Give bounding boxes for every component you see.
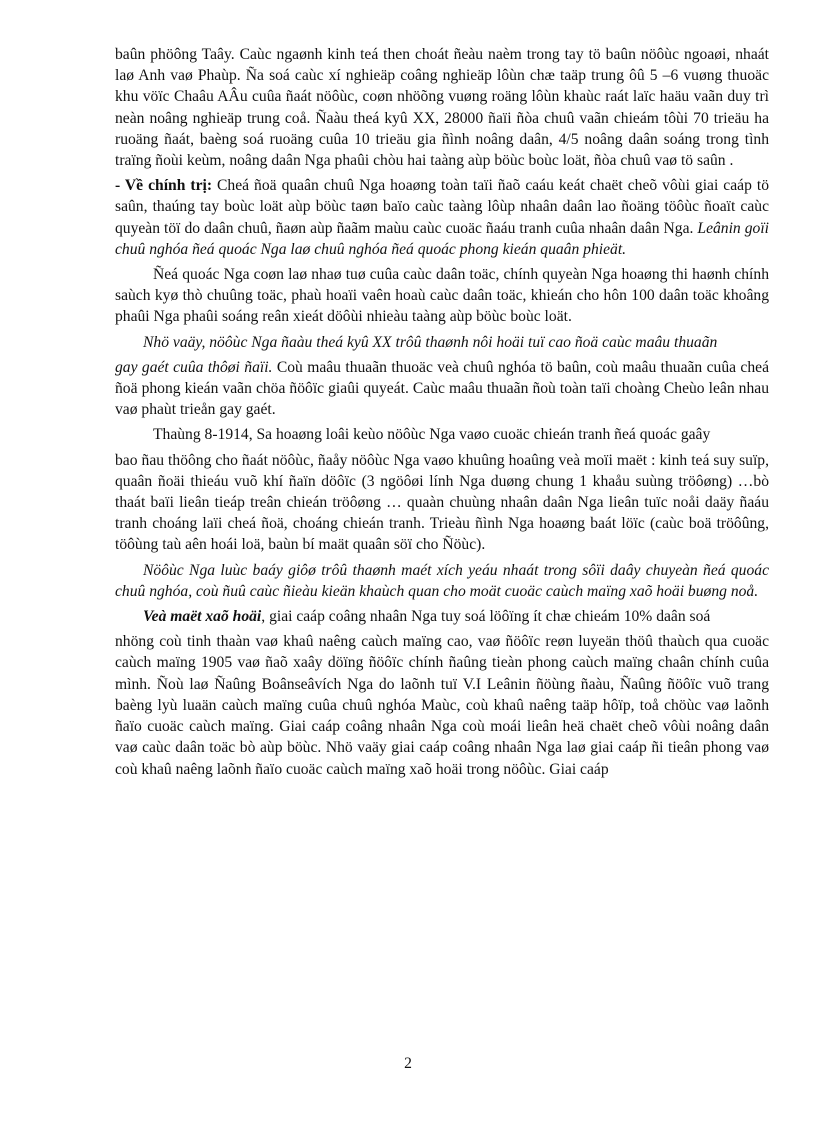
paragraph-weakest-link: Nöôùc Nga luùc baáy giôø trôû thaønh maét xích yeáu nhaát trong sôïi daây chuyeàn ñeá quoác chuû nghóa, coù ñuû caùc ñieàu kieän khaùch quan cho moät cuoäc caùch maïng xaõ hoäi buøng noå. <box>115 561 769 600</box>
society-heading: Veà maët xaõ hoäi <box>143 608 262 626</box>
contradictions-text: Coù maâu thuaãn thuoäc veà chuû nghóa tö baûn, coù maâu thuaãn cuûa cheá ñoä phong kieán vaãn chöa ñöôïc giaûi quyeát. Caùc maâu thuaãn ñoù toàn taïi choàng Cheùo leân nhau vaø phaùt trieån gay gaét. <box>115 358 769 419</box>
paragraph-society <box>115 606 769 627</box>
politics-heading: - Về chính trị: <box>115 177 213 195</box>
paragraph-contradictions-lead: Nhö vaäy, nöôùc Nga ñaàu theá kyû XX trôû thaønh nôi hoäi tuï cao ñoä caùc maâu thuaãn <box>143 333 718 351</box>
paragraph-war-lead: Thaùng 8-1914, Sa hoaøng loâi keùo nöôùc Nga vaøo cuoäc chieán tranh ñeá quoác gaây <box>153 426 711 444</box>
document-page <box>115 44 769 780</box>
politics-lenin-quote: Leânin goïi chuû nghóa ñeá quoác Nga laø chuû nghóa ñeá quoác phong kieán quaân phieät. <box>115 219 769 258</box>
paragraph-economy-continued: baûn phöông Taây. Caùc ngaønh kinh teá then choát ñeàu naèm trong tay tö baûn nöôùc ngoaøi, nhaát laø Anh vaø Phaùp. Ña soá caùc xí nghieäp coâng nghieäp lôùn chæ taäp trung ôû 5 –6 vuøng thuoäc khu vöïc Chaâu AÂu cuûa ñaát nöôùc, coøn nhöõng vuøng roäng lôùn khaùc raát laïc haäu vaãn duy trì neàn noâng nghieäp trung coå. Ñaàu theá kyû XX, 28000 ñaïi ñòa chuû vaãn chieám tôùi 70 trieäu ha ruoäng ñaát, baèng soá ruoäng cuûa 10 trieäu gia ñình noâng daân, 4/5 noâng daân soáng trong tình traïng ñoùi keùm, noâng daân Nga phaûi chòu hai taàng aùp böùc boùc loät, ñòa chuû vaø tö saûn . <box>115 46 769 170</box>
paragraph-politics <box>115 175 769 260</box>
contradictions-italic: gay gaét cuûa thôøi ñaïi. <box>115 358 273 376</box>
society-text: , giai caáp coâng nhaân Nga tuy soá löôïng ít chæ chieám 10% daân soá <box>261 608 711 626</box>
politics-text: Cheá ñoä quaân chuû Nga hoaøng toàn taïi ñaõ caáu keát chaët cheõ vôùi giai caáp tö saûn, thaúng tay boùc loät aùp böùc taøn baïo caùc taàng lôùp nhaân daân lao ñoäng töôùc ñoaït caùc quyeàn töï do daân chuû, ñaøn aùp ñaãm maùu caùc cuoäc ñaáu tranh cuûa nhaân daân Nga. <box>115 177 769 237</box>
paragraph-nationalities: Ñeá quoác Nga coøn laø nhaø tuø cuûa caùc daân toäc, chính quyeàn Nga hoaøng thi haønh chính saùch kyø thò chuûng toäc, phaù hoaïi vaên hoaù caùc daân toäc, khieán cho hôn 100 daân toäc khoâng phaûi Nga phaûi soáng reân xieát döôùi nhieàu taàng aùp böùc boùc loät. <box>115 266 769 326</box>
page-number: 2 <box>404 1055 412 1072</box>
paragraph-war-crisis: bao ñau thöông cho ñaát nöôùc, ñaåy nöôùc Nga vaøo khuûng hoaûng veà moïi maët : kinh teá suy suïp, quaân ñoäi thieáu vuõ khí ñaïn döôïc (3 ngöôøi lính Nga duøng chung 1 khaåu suùng tröôøng) …bò thaát baïi lieân tieáp treân chieán tröôøng … quaàn chuùng nhaân daân Nga lieân tuïc noåi daäy ñaáu tranh choáng laïi cheá ñoä, choáng chieán tranh. Trieàu ñình Nga hoaøng baát löïc (caùc boä tröôûng, töôùng taù aên hoái loä, baùn bí maät quaân söï cho Ñöùc). <box>115 451 769 554</box>
paragraph-working-class: nhöng coù tinh thaàn vaø khaû naêng caùch maïng cao, vaø ñöôïc reøn luyeän thöû thaùch qua cuoäc caùch maïng 1905 vaø ñaõ xaây döïng ñöôïc chính ñaûng tieàn phong caùch maïng chaân chính cuûa mình. Ñoù laø Ñaûng Boânseâvích Nga do laõnh tuï V.I Leânin ñöùng ñaàu, Ñaûng ñöôïc vuõ trang baèng lyù luaän caùch maïng cuûa chuû nghóa Maùc, coù khaû naêng taäp hôïp, toå chöùc vaø laõnh ñaïo cuoäc caùch maïng. Giai caáp coâng nhaân Nga coù moái lieân heä chaët cheõ vôùi noâng daân vaø caùc daân toäc bò aùp böùc. Nhö vaäy giai caáp coâng nhaân Nga laø giai caáp ñi tieân phong vaø coù khaû naêng laõnh ñaïo cuoäc caùch maïng xaõ hoäi trong nöôùc. Giai caáp <box>115 633 769 778</box>
paragraph-contradictions <box>115 357 769 421</box>
